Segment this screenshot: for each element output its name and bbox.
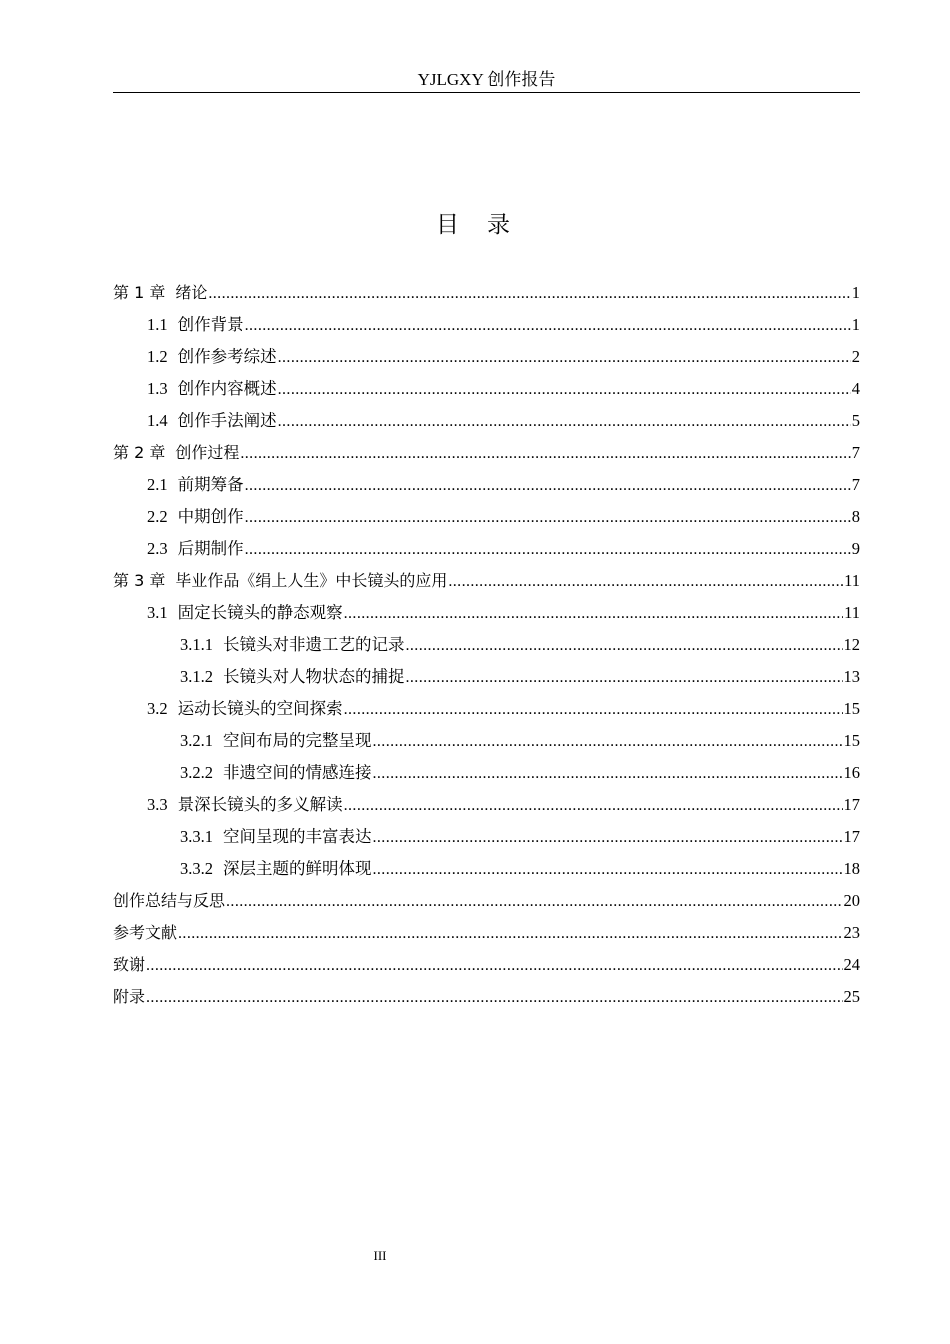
toc-entry-number: 第 2 章 xyxy=(113,443,166,462)
toc-entry-number: 2.3 xyxy=(147,539,168,558)
toc-entry-page: 11 xyxy=(844,603,860,622)
toc-entry-label: 创作内容概述 xyxy=(177,379,277,398)
toc-entry-number: 3.1 xyxy=(147,603,168,622)
running-header: YJLGXY 创作报告 xyxy=(113,68,860,93)
toc-entry-number: 3.2.2 xyxy=(180,763,213,782)
toc-entry[interactable] xyxy=(113,725,860,757)
toc-entry[interactable] xyxy=(113,949,860,981)
toc-entry-page: 18 xyxy=(843,859,860,878)
toc-entry-page: 5 xyxy=(851,411,860,430)
toc-dot-leader xyxy=(278,374,851,406)
table-of-contents xyxy=(113,277,860,1013)
toc-entry-page: 4 xyxy=(851,379,860,398)
toc-entry[interactable] xyxy=(113,405,860,437)
toc-entry-label: 景深长镜头的多义解读 xyxy=(177,795,343,814)
toc-entry-label: 深层主题的鲜明体现 xyxy=(223,859,372,878)
toc-entry[interactable] xyxy=(113,661,860,693)
toc-entry-label: 致谢 xyxy=(113,955,146,974)
toc-dot-leader xyxy=(208,278,850,310)
toc-dot-leader xyxy=(373,726,843,758)
toc-entry-number: 3.1.2 xyxy=(180,667,213,686)
toc-entry[interactable] xyxy=(113,853,860,885)
toc-entry-label: 非遗空间的情感连接 xyxy=(223,763,372,782)
toc-entry-number: 1.2 xyxy=(147,347,168,366)
toc-entry-number: 3.2.1 xyxy=(180,731,213,750)
toc-entry-page: 11 xyxy=(844,571,860,590)
toc-entry-number: 3.3.1 xyxy=(180,827,213,846)
toc-dot-leader xyxy=(178,918,842,950)
toc-entry-page: 8 xyxy=(851,507,860,526)
toc-entry[interactable] xyxy=(113,373,860,405)
toc-dot-leader xyxy=(373,758,843,790)
toc-dot-leader xyxy=(344,790,843,822)
toc-entry-label: 中期创作 xyxy=(177,507,244,526)
toc-entry[interactable] xyxy=(113,501,860,533)
toc-entry-label: 前期筹备 xyxy=(177,475,244,494)
toc-dot-leader xyxy=(278,342,851,374)
toc-entry-page: 15 xyxy=(843,699,860,718)
toc-entry-number: 3.2 xyxy=(147,699,168,718)
toc-entry[interactable] xyxy=(113,757,860,789)
toc-entry-label: 创作过程 xyxy=(175,443,240,462)
toc-entry-number: 第 3 章 xyxy=(113,571,166,590)
toc-entry[interactable] xyxy=(113,981,860,1013)
toc-entry-page: 7 xyxy=(851,443,860,462)
toc-title: 目录 xyxy=(436,212,538,238)
toc-entry-page: 23 xyxy=(843,923,860,942)
toc-dot-leader xyxy=(226,886,842,918)
toc-dot-leader xyxy=(448,566,843,598)
toc-dot-leader xyxy=(373,854,843,886)
toc-dot-leader xyxy=(344,598,843,630)
toc-entry-page: 13 xyxy=(843,667,860,686)
toc-entry[interactable] xyxy=(113,437,860,469)
toc-entry-label: 固定长镜头的静态观察 xyxy=(177,603,343,622)
toc-entry-number: 3.3.2 xyxy=(180,859,213,878)
toc-entry-number: 1.1 xyxy=(147,315,168,334)
toc-entry[interactable] xyxy=(113,277,860,309)
toc-entry-page: 17 xyxy=(843,827,860,846)
toc-entry[interactable] xyxy=(113,821,860,853)
toc-entry-label: 空间布局的完整呈现 xyxy=(223,731,372,750)
toc-entry-label: 绪论 xyxy=(175,283,208,302)
toc-dot-leader xyxy=(406,630,843,662)
toc-entry-label: 附录 xyxy=(113,987,146,1006)
toc-entry-label: 后期制作 xyxy=(177,539,244,558)
toc-entry[interactable] xyxy=(113,917,860,949)
toc-dot-leader xyxy=(245,534,851,566)
toc-entry[interactable] xyxy=(113,469,860,501)
toc-entry[interactable] xyxy=(113,533,860,565)
toc-dot-leader xyxy=(146,982,842,1014)
toc-entry-label: 长镜头对人物状态的捕捉 xyxy=(223,667,405,686)
toc-entry-label: 创作参考综述 xyxy=(177,347,277,366)
toc-entry-label: 空间呈现的丰富表达 xyxy=(223,827,372,846)
toc-entry-number: 第 1 章 xyxy=(113,283,166,302)
toc-dot-leader xyxy=(240,438,850,470)
toc-entry-label: 运动长镜头的空间探索 xyxy=(177,699,343,718)
toc-entry-page: 1 xyxy=(851,283,860,302)
toc-dot-leader xyxy=(278,406,851,438)
toc-entry-page: 20 xyxy=(843,891,860,910)
toc-entry[interactable] xyxy=(113,565,860,597)
toc-entry[interactable] xyxy=(113,885,860,917)
toc-entry[interactable] xyxy=(113,789,860,821)
toc-entry-number: 3.1.1 xyxy=(180,635,213,654)
toc-entry-page: 7 xyxy=(851,475,860,494)
toc-entry-page: 9 xyxy=(851,539,860,558)
toc-entry-label: 毕业作品《绢上人生》中长镜头的应用 xyxy=(175,571,448,590)
toc-entry-number: 2.1 xyxy=(147,475,168,494)
toc-entry[interactable] xyxy=(113,597,860,629)
toc-entry-page: 24 xyxy=(843,955,860,974)
toc-entry-label: 创作总结与反思 xyxy=(113,891,226,910)
toc-dot-leader xyxy=(373,822,843,854)
toc-entry-number: 1.3 xyxy=(147,379,168,398)
toc-entry[interactable] xyxy=(113,629,860,661)
toc-entry-number: 1.4 xyxy=(147,411,168,430)
toc-entry[interactable] xyxy=(113,693,860,725)
toc-dot-leader xyxy=(245,502,851,534)
toc-entry-page: 16 xyxy=(843,763,860,782)
toc-entry-page: 25 xyxy=(843,987,860,1006)
toc-entry-page: 12 xyxy=(843,635,860,654)
toc-entry-page: 2 xyxy=(851,347,860,366)
toc-entry-page: 17 xyxy=(843,795,860,814)
toc-entry-page: 15 xyxy=(843,731,860,750)
toc-dot-leader xyxy=(245,470,851,502)
page-number: III xyxy=(373,1248,387,1263)
toc-entry-label: 参考文献 xyxy=(113,923,178,942)
toc-entry-label: 创作背景 xyxy=(177,315,244,334)
toc-entry-page: 1 xyxy=(851,315,860,334)
toc-entry-number: 3.3 xyxy=(147,795,168,814)
toc-dot-leader xyxy=(406,662,843,694)
toc-entry-number: 2.2 xyxy=(147,507,168,526)
toc-entry-label: 创作手法阐述 xyxy=(177,411,277,430)
toc-entry[interactable] xyxy=(113,341,860,373)
toc-entry-label: 长镜头对非遗工艺的记录 xyxy=(223,635,405,654)
toc-dot-leader xyxy=(245,310,851,342)
toc-dot-leader xyxy=(146,950,842,982)
toc-entry[interactable] xyxy=(113,309,860,341)
toc-dot-leader xyxy=(344,694,843,726)
